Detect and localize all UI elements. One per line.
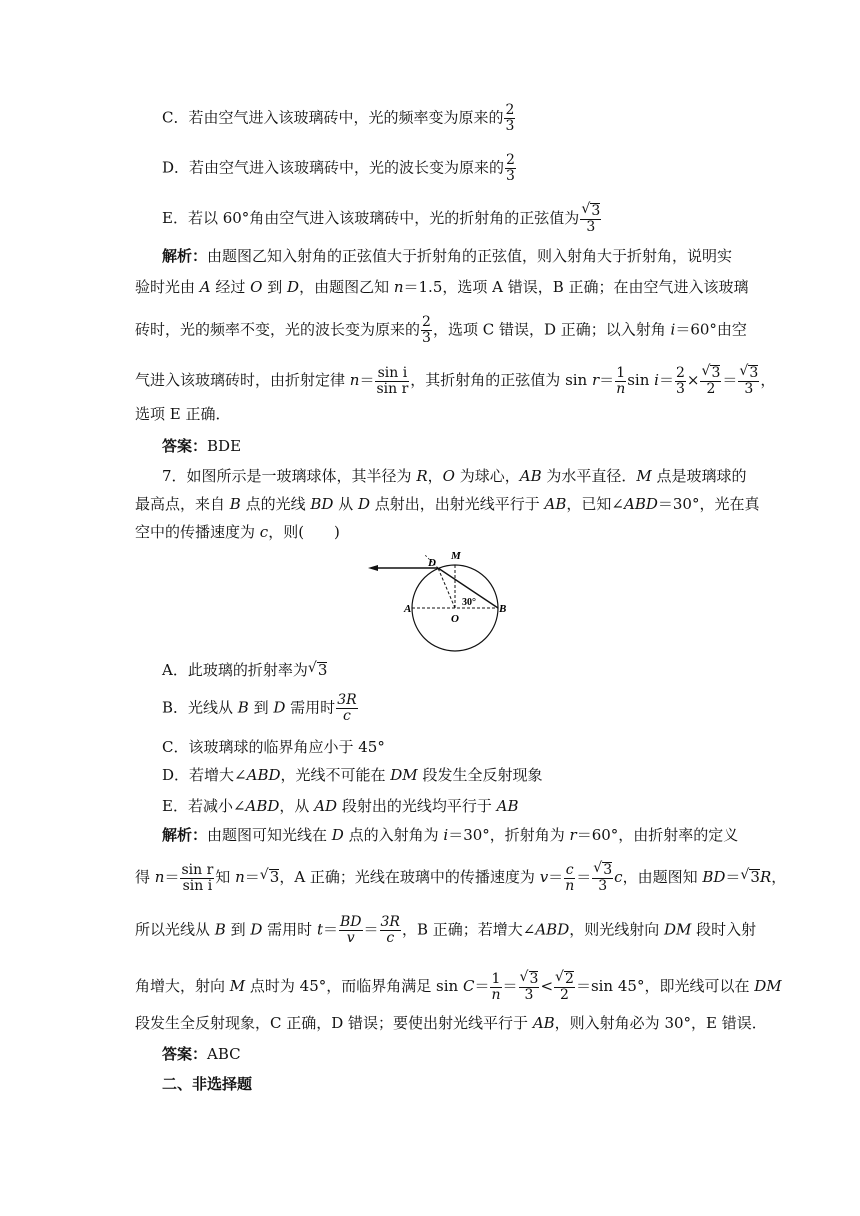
option-text: E．若以 60°角由空气进入该玻璃砖中，光的折射角的正弦值为 bbox=[162, 209, 580, 227]
answer-label: 答案： bbox=[162, 437, 208, 455]
analysis-line: 角增大，射向 M 点时为 45°，而临界角满足 sin C＝ $\frac{1}{n}$ ＝ √ $\frac{3}{3}$ < √ $\frac{2}{2}$ ＝sin 45°，即光线可以在 DM bbox=[135, 971, 782, 1003]
answer-line bbox=[162, 436, 241, 456]
analysis-label: 解析： bbox=[162, 247, 208, 265]
fraction: $\frac{c}{n}$ bbox=[565, 861, 575, 894]
label-b: B bbox=[499, 603, 507, 615]
label-m: M bbox=[451, 550, 461, 562]
angle-label: 30° bbox=[462, 597, 476, 608]
label-a: A bbox=[404, 603, 412, 615]
answer-value: ABC bbox=[207, 1045, 241, 1063]
fraction: √ $\frac{2}{2}$ bbox=[554, 971, 575, 1003]
option-text: D．若由空气进入该玻璃砖中，光的波长变为原来的 bbox=[162, 158, 505, 177]
option-c: C．该玻璃球的临界角应小于 45° bbox=[162, 738, 385, 756]
fraction: √ $\frac{3}{3}$ bbox=[519, 971, 540, 1003]
option-d bbox=[162, 153, 517, 184]
fraction: √ $\frac{3}{3}$ bbox=[580, 203, 601, 235]
fraction: $\frac{\text{sin r}}{\text{sin i}}$ bbox=[181, 861, 214, 894]
fraction: √ $\frac{3}{3}$ bbox=[738, 365, 759, 397]
label-d: D bbox=[428, 557, 436, 569]
fraction: $\frac{2}{3}$ bbox=[505, 102, 515, 134]
analysis-line: 砖时，光的频率不变，光的波长变为原来的 $\frac{2}{3}$ ，选项 C 错误，D 正确；以入射角 i＝60°由空 bbox=[135, 314, 747, 346]
analysis-line: 气进入该玻璃砖时，由折射定律 n＝ $\frac{\text{sin i}}{\text{sin r}}$ ，其折射角的正弦值为 sin r＝ $\frac{1}{n}$ sin i＝ $\frac{2}{3}$ × √ $\frac{3}{2}$ ＝ √ $\frac{3}{3}$ ， bbox=[135, 365, 775, 397]
answer-line bbox=[162, 1044, 241, 1064]
fraction: $\frac{BD}{v}$ bbox=[339, 914, 362, 946]
analysis-line: 验时光由 A 经过 O 到 D，由题图乙知 n＝1.5，选项 A 错误，B 正确；在由空气进入该玻璃 bbox=[135, 278, 749, 296]
fraction: $\frac{\text{sin i}}{\text{sin r}}$ bbox=[376, 364, 409, 397]
fraction: √ $\frac{3}{2}$ bbox=[700, 365, 721, 397]
option-d: D．若增大∠ABD，光线不可能在 DM 段发生全反射现象 bbox=[162, 766, 543, 784]
fraction: $\frac{2}{3}$ bbox=[422, 314, 431, 346]
analysis-label: 解析： bbox=[162, 826, 208, 844]
fraction: √ $\frac{3}{3}$ bbox=[592, 862, 613, 894]
option-e: E．若减小∠ABD，从 AD 段射出的光线均平行于 AB bbox=[162, 797, 519, 815]
analysis-line bbox=[162, 246, 732, 266]
fraction: $\frac{1}{n}$ bbox=[491, 970, 501, 1003]
fraction: $\frac{3R}{c}$ bbox=[380, 914, 400, 946]
analysis-line: 所以光线从 B 到 D 需用时 t＝ $\frac{BD}{v}$ ＝ $\frac{3R}{c}$ ，B 正确；若增大∠ABD，则光线射向 DM 段时入射 bbox=[135, 914, 757, 946]
analysis-line: 选项 E 正确． bbox=[135, 405, 231, 423]
question-stem: 最高点，来自 B 点的光线 BD 从 D 点射出，出射光线平行于 AB，已知∠ABD＝30°，光在真 bbox=[135, 495, 760, 513]
option-text: C．若由空气进入该玻璃砖中，光的频率变为原来的 bbox=[162, 108, 504, 127]
question-stem: 空中的传播速度为 c，则( ) bbox=[135, 523, 340, 541]
analysis-line: 得 n＝ $\frac{\text{sin r}}{\text{sin i}}$ 知 n＝√ 3，A 正确；光线在玻璃中的传播速度为 v＝ $\frac{c}{n}$ ＝ √ $\frac{3}{3}$ c，由题图知 BD＝√ 3R， bbox=[135, 862, 786, 894]
analysis-line: 段发生全反射现象，C 正确，D 错误；要使出射光线平行于 AB，则入射角必为 30°，E 错误． bbox=[135, 1014, 767, 1032]
answer-label: 答案： bbox=[162, 1045, 208, 1063]
fraction: $\frac{2}{3}$ bbox=[675, 364, 685, 397]
option-e bbox=[162, 203, 602, 235]
glass-sphere-diagram bbox=[350, 546, 520, 656]
fraction: $\frac{1}{n}$ bbox=[616, 364, 626, 397]
fraction: $\frac{2}{3}$ bbox=[506, 152, 515, 184]
arrow-head bbox=[368, 565, 378, 571]
analysis-line: 解析：由题图可知光线在 D 点的入射角为 i＝30°，折射角为 r＝60°，由折射率的定义 bbox=[162, 826, 739, 844]
section-heading: 二、非选择题 bbox=[162, 1075, 253, 1093]
analysis-text: 由题图乙知入射角的正弦值大于折射角的正弦值，则入射角大于折射角，说明实 bbox=[207, 247, 733, 265]
option-a: A．此玻璃的折射率为√ 3 bbox=[162, 660, 327, 680]
question-stem: 7．如图所示是一玻璃球体，其半径为 R，O 为球心，AB 为水平直径．M 点是玻璃球的 bbox=[162, 467, 747, 485]
label-o: O bbox=[451, 613, 459, 625]
answer-value: BDE bbox=[207, 437, 242, 455]
option-c bbox=[162, 103, 516, 134]
option-b: B．光线从 B 到 D 需用时 $\frac{3R}{c}$ bbox=[162, 692, 357, 724]
fraction: $\frac{3R}{c}$ bbox=[337, 692, 357, 724]
